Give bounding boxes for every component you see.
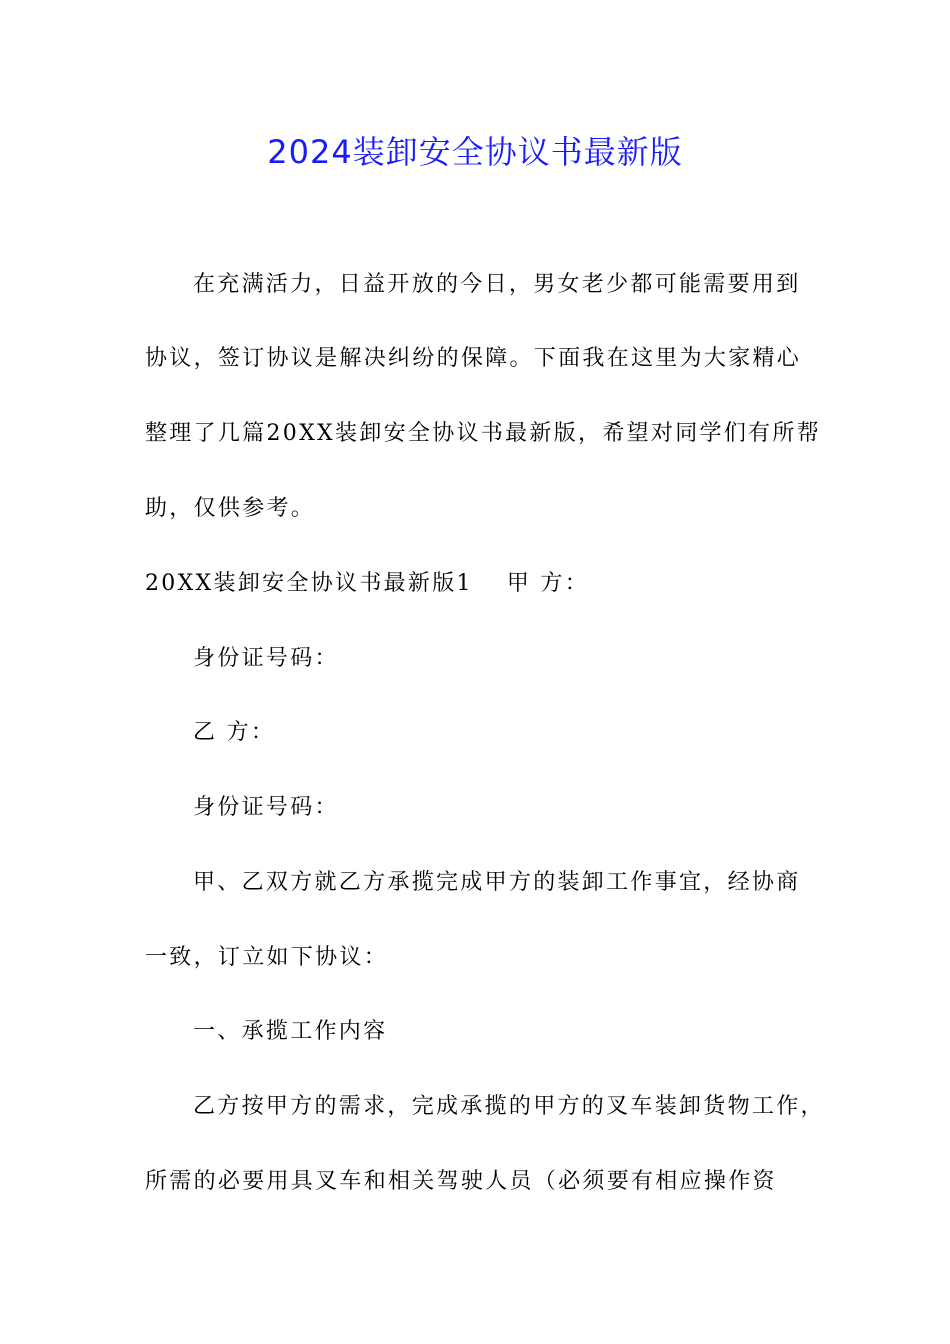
clause-1-line-2: 所需的必要用具叉车和相关驾驶人员（必须要有相应操作资 [145,1169,777,1194]
intro-line-1: 在充满活力，日益开放的今日，男女老少都可能需要用到 [193,272,801,297]
party-a-id-label: 身份证号码： [193,646,339,671]
clause-1-line-1: 乙方按甲方的需求，完成承揽的甲方的叉车装卸货物工作， [193,1094,825,1119]
party-a-label: 甲 方： [506,571,590,596]
intro-line-4: 助，仅供参考。 [145,496,316,521]
section-heading: 20XX装卸安全协议书最新版1 [145,571,473,596]
intro-line-2: 协议，签订协议是解决纠纷的保障。下面我在这里为大家精心 [145,346,802,371]
document-title: 2024装卸安全协议书最新版 [267,133,683,171]
clause-1-heading: 一、承揽工作内容 [193,1019,388,1044]
party-b-label: 乙 方： [193,720,276,745]
agreement-line-1: 甲、乙双方就乙方承揽完成甲方的装卸工作事宜，经协商 [193,870,801,895]
agreement-line-2: 一致，订立如下协议： [145,945,389,970]
section-heading-row [145,569,589,599]
intro-line-3: 整理了几篇20XX装卸安全协议书最新版，希望对同学们有所帮 [145,421,822,446]
party-b-id-label: 身份证号码： [193,795,339,820]
